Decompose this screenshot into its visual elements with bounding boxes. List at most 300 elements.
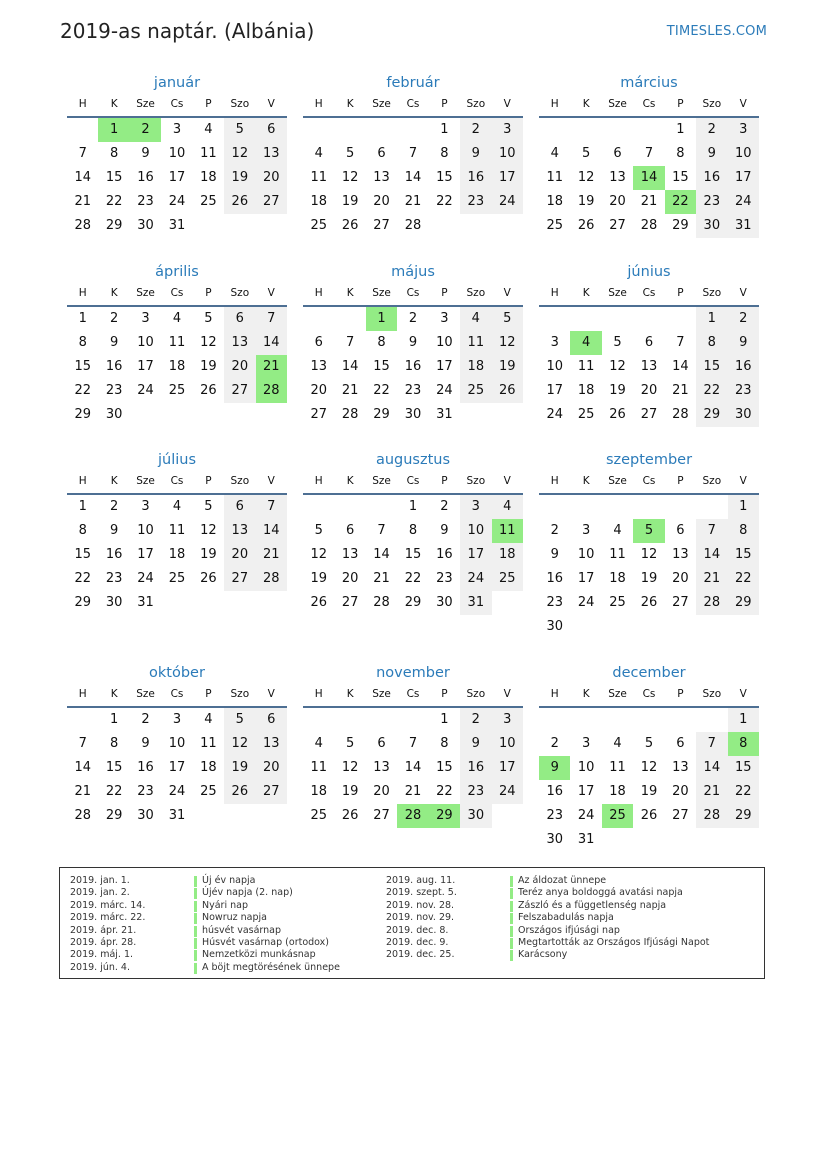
day-cell: 22 bbox=[74, 571, 91, 586]
day-cell: 1 bbox=[78, 499, 87, 514]
day-cell: 22 bbox=[105, 194, 123, 209]
day-cell: 18 bbox=[310, 194, 327, 209]
empty-day bbox=[570, 495, 601, 519]
weekday-label: H bbox=[314, 688, 323, 700]
weekday-label: H bbox=[314, 98, 323, 110]
empty-day bbox=[602, 495, 633, 519]
day-cell: 25 bbox=[492, 567, 523, 591]
day-cell: 28 bbox=[74, 808, 91, 823]
empty-day bbox=[303, 118, 334, 142]
day-cell: 3 bbox=[141, 499, 150, 514]
day-cell: 23 bbox=[105, 571, 123, 586]
legend-marker bbox=[510, 888, 513, 899]
weekday-label: Szo bbox=[702, 688, 722, 700]
day-cell: 10 bbox=[577, 760, 595, 775]
day-cell: 27 bbox=[373, 808, 390, 823]
legend-row bbox=[70, 900, 340, 912]
day-cell: 16 bbox=[404, 359, 422, 374]
day-cell: 12 bbox=[492, 331, 523, 355]
day-cell: 19 bbox=[310, 571, 327, 586]
weekday-label: P bbox=[441, 98, 448, 110]
day-cell: 8 bbox=[109, 736, 119, 751]
empty-day bbox=[366, 118, 397, 142]
legend-marker bbox=[194, 938, 197, 949]
weekday-label: K bbox=[346, 688, 354, 700]
legend-marker bbox=[510, 938, 513, 949]
day-cell: 29 bbox=[74, 407, 91, 422]
day-cell: 23 bbox=[137, 194, 154, 209]
weekday-label: K bbox=[110, 688, 118, 700]
day-cell: 12 bbox=[224, 142, 255, 166]
day-cell: 30 bbox=[137, 808, 154, 823]
day-cell: 25 bbox=[168, 571, 186, 586]
day-cell: 27 bbox=[256, 190, 287, 214]
day-cell: 17 bbox=[577, 571, 595, 586]
day-cell: 7 bbox=[256, 495, 287, 519]
weekday-header bbox=[539, 470, 759, 495]
day-cell: 26 bbox=[224, 190, 255, 214]
day-cell: 21 bbox=[404, 194, 422, 209]
day-cell: 5 bbox=[224, 118, 255, 142]
weekday-label: Cs bbox=[406, 688, 420, 700]
weekday-label: K bbox=[582, 475, 590, 487]
brand-link[interactable]: TIMESLES.COM bbox=[666, 24, 767, 39]
day-cell: 1 bbox=[408, 499, 418, 514]
day-cell: 20 bbox=[256, 756, 287, 780]
day-cell: 23 bbox=[728, 379, 759, 403]
day-cell: 25 bbox=[200, 784, 217, 799]
weekday-label: Cs bbox=[170, 287, 184, 299]
day-cell: 21 bbox=[341, 383, 359, 398]
day-cell: 19 bbox=[640, 571, 658, 586]
legend-name: Újév napja (2. nap) bbox=[202, 887, 293, 899]
day-cell: 23 bbox=[696, 190, 727, 214]
day-cell: 20 bbox=[224, 543, 255, 567]
weekday-label: Szo bbox=[466, 98, 486, 110]
empty-day bbox=[633, 495, 664, 519]
day-cell: 19 bbox=[609, 383, 626, 398]
day-cell: 3 bbox=[581, 736, 591, 751]
weekday-label: Szo bbox=[702, 287, 722, 299]
day-cell: 4 bbox=[492, 495, 523, 519]
day-cell: 2 bbox=[141, 712, 150, 727]
day-cell: 11 bbox=[310, 170, 327, 185]
day-cell: 16 bbox=[728, 355, 759, 379]
legend-date: 2019. jan. 1. bbox=[70, 875, 130, 886]
weekday-label: Szo bbox=[466, 688, 486, 700]
day-cell: 24 bbox=[137, 571, 154, 586]
legend-date: 2019. márc. 14. bbox=[70, 899, 146, 911]
legend-row bbox=[70, 962, 340, 974]
weekday-header bbox=[67, 93, 287, 118]
day-cell: 31 bbox=[577, 832, 595, 847]
day-cell: 27 bbox=[224, 379, 255, 403]
day-cell: 9 bbox=[460, 732, 491, 756]
day-cell: 7 bbox=[696, 519, 727, 543]
day-cell: 16 bbox=[460, 166, 491, 190]
weekday-label: P bbox=[205, 98, 212, 110]
day-cell: 7 bbox=[377, 523, 386, 538]
day-cell: 1 bbox=[440, 122, 449, 137]
day-cell: 4 bbox=[460, 307, 491, 331]
day-cell: 16 bbox=[105, 359, 123, 374]
day-cell: 15 bbox=[105, 170, 123, 185]
day-grid bbox=[539, 307, 759, 427]
legend-column-left bbox=[70, 875, 340, 974]
weekday-label: H bbox=[78, 287, 87, 299]
day-cell: 5 bbox=[345, 146, 355, 161]
empty-day bbox=[397, 118, 428, 142]
weekday-label: Sze bbox=[136, 475, 155, 487]
legend-date: 2019. dec. 8. bbox=[386, 924, 449, 936]
holiday-day: 9 bbox=[539, 756, 570, 780]
day-cell: 2 bbox=[460, 118, 491, 142]
day-cell: 14 bbox=[74, 760, 91, 775]
holiday-day: 29 bbox=[429, 804, 460, 828]
empty-day bbox=[539, 307, 570, 331]
weekday-label: P bbox=[205, 287, 212, 299]
weekday-header bbox=[67, 470, 287, 495]
day-cell: 28 bbox=[74, 218, 91, 233]
day-cell: 22 bbox=[728, 780, 759, 804]
day-cell: 6 bbox=[377, 146, 386, 161]
legend-row bbox=[70, 937, 340, 949]
day-cell: 19 bbox=[200, 359, 217, 374]
day-grid bbox=[303, 307, 523, 427]
day-cell: 17 bbox=[168, 760, 186, 775]
day-cell: 1 bbox=[696, 307, 727, 331]
day-cell: 27 bbox=[310, 407, 327, 422]
day-cell: 9 bbox=[696, 142, 727, 166]
day-cell: 24 bbox=[168, 784, 186, 799]
day-cell: 26 bbox=[640, 595, 658, 610]
day-cell: 15 bbox=[74, 547, 91, 562]
empty-day bbox=[633, 118, 664, 142]
empty-day bbox=[665, 708, 696, 732]
day-cell: 6 bbox=[613, 146, 622, 161]
weekday-label: H bbox=[78, 98, 87, 110]
month-block bbox=[539, 663, 759, 852]
day-cell: 5 bbox=[204, 499, 213, 514]
day-cell: 19 bbox=[224, 166, 255, 190]
day-cell: 10 bbox=[728, 142, 759, 166]
day-cell: 30 bbox=[105, 407, 123, 422]
day-cell: 21 bbox=[74, 784, 91, 799]
month-block bbox=[539, 73, 759, 238]
day-cell: 29 bbox=[74, 595, 91, 610]
month-name: november bbox=[376, 665, 450, 681]
legend-row bbox=[70, 912, 340, 924]
legend-date: 2019. dec. 9. bbox=[386, 936, 449, 948]
day-cell: 5 bbox=[314, 523, 323, 538]
weekday-label: P bbox=[677, 98, 684, 110]
legend-row bbox=[386, 900, 709, 912]
day-cell: 29 bbox=[373, 407, 390, 422]
day-cell: 27 bbox=[609, 218, 626, 233]
day-cell: 20 bbox=[341, 571, 359, 586]
weekday-label: Sze bbox=[608, 475, 627, 487]
day-cell: 8 bbox=[377, 335, 386, 350]
day-cell: 17 bbox=[436, 359, 453, 374]
day-cell: 24 bbox=[492, 190, 523, 214]
day-cell: 26 bbox=[341, 808, 359, 823]
weekday-label: K bbox=[110, 98, 118, 110]
weekday-label: Sze bbox=[136, 98, 155, 110]
day-cell: 11 bbox=[168, 523, 186, 538]
weekday-label: Sze bbox=[136, 688, 155, 700]
empty-day bbox=[570, 118, 601, 142]
empty-day bbox=[633, 307, 664, 331]
day-cell: 13 bbox=[609, 170, 626, 185]
weekday-label: V bbox=[739, 688, 747, 700]
day-cell: 1 bbox=[676, 122, 685, 137]
day-cell: 31 bbox=[728, 214, 759, 238]
day-cell: 30 bbox=[546, 619, 563, 634]
day-cell: 4 bbox=[172, 499, 182, 514]
day-cell: 28 bbox=[696, 804, 727, 828]
day-cell: 22 bbox=[404, 571, 422, 586]
day-cell: 11 bbox=[609, 547, 626, 562]
day-cell: 23 bbox=[546, 808, 563, 823]
day-cell: 13 bbox=[256, 142, 287, 166]
day-cell: 13 bbox=[310, 359, 327, 374]
day-cell: 3 bbox=[728, 118, 759, 142]
day-cell: 16 bbox=[137, 170, 154, 185]
day-cell: 3 bbox=[581, 523, 591, 538]
legend-marker bbox=[194, 950, 197, 961]
legend-marker bbox=[510, 950, 513, 961]
day-cell: 7 bbox=[78, 146, 87, 161]
day-cell: 5 bbox=[492, 307, 523, 331]
day-cell: 26 bbox=[200, 383, 217, 398]
day-cell: 18 bbox=[546, 194, 563, 209]
day-cell: 29 bbox=[404, 595, 422, 610]
day-cell: 19 bbox=[577, 194, 595, 209]
legend-name: Húsvét vasárnap (ortodox) bbox=[202, 936, 330, 948]
legend-name: Nowruz napja bbox=[202, 912, 267, 924]
legend-name: Nyári nap bbox=[202, 899, 248, 911]
day-cell: 9 bbox=[141, 736, 150, 751]
empty-day bbox=[633, 708, 664, 732]
empty-day bbox=[334, 118, 365, 142]
day-cell: 27 bbox=[256, 780, 287, 804]
weekday-label: P bbox=[677, 287, 684, 299]
day-cell: 26 bbox=[577, 218, 595, 233]
month-block bbox=[67, 262, 287, 427]
weekday-label: K bbox=[346, 98, 354, 110]
day-cell: 3 bbox=[440, 311, 449, 326]
day-cell: 25 bbox=[546, 218, 563, 233]
day-cell: 13 bbox=[672, 547, 689, 562]
day-cell: 11 bbox=[168, 335, 186, 350]
empty-day bbox=[696, 708, 727, 732]
day-cell: 9 bbox=[109, 523, 119, 538]
legend-name: Országos ifjúsági nap bbox=[518, 924, 620, 936]
holiday-day: 25 bbox=[602, 804, 633, 828]
weekday-label: K bbox=[110, 475, 118, 487]
day-cell: 9 bbox=[440, 523, 449, 538]
day-grid bbox=[67, 307, 287, 427]
day-cell: 9 bbox=[460, 142, 491, 166]
day-cell: 10 bbox=[436, 335, 453, 350]
day-cell: 2 bbox=[550, 736, 559, 751]
day-cell: 8 bbox=[696, 331, 727, 355]
weekday-label: Sze bbox=[372, 475, 391, 487]
empty-day bbox=[366, 495, 397, 519]
day-cell: 6 bbox=[676, 523, 685, 538]
day-cell: 18 bbox=[310, 784, 327, 799]
day-cell: 5 bbox=[644, 736, 654, 751]
day-cell: 9 bbox=[141, 146, 150, 161]
day-cell: 3 bbox=[172, 712, 182, 727]
month-block bbox=[67, 450, 287, 615]
day-cell: 23 bbox=[460, 780, 491, 804]
month-name: január bbox=[153, 75, 201, 91]
weekday-label: H bbox=[550, 688, 559, 700]
day-cell: 17 bbox=[492, 166, 523, 190]
day-cell: 14 bbox=[696, 756, 727, 780]
weekday-label: P bbox=[677, 688, 684, 700]
month-name: február bbox=[386, 75, 440, 91]
day-cell: 1 bbox=[728, 708, 759, 732]
day-cell: 19 bbox=[200, 547, 217, 562]
weekday-label: V bbox=[267, 287, 275, 299]
day-cell: 11 bbox=[460, 331, 491, 355]
day-cell: 15 bbox=[672, 170, 689, 185]
empty-day bbox=[303, 307, 334, 331]
day-cell: 26 bbox=[609, 407, 626, 422]
day-cell: 14 bbox=[672, 359, 689, 374]
weekday-label: V bbox=[739, 98, 747, 110]
weekday-label: Szo bbox=[230, 475, 250, 487]
legend-marker bbox=[510, 876, 513, 887]
month-name: március bbox=[620, 75, 678, 91]
day-cell: 6 bbox=[256, 118, 287, 142]
day-cell: 18 bbox=[200, 170, 217, 185]
day-cell: 13 bbox=[341, 547, 359, 562]
legend-marker bbox=[510, 926, 513, 937]
month-name: június bbox=[627, 264, 671, 280]
day-cell: 27 bbox=[341, 595, 359, 610]
weekday-label: V bbox=[503, 688, 511, 700]
day-cell: 30 bbox=[546, 832, 563, 847]
legend-column-right bbox=[386, 875, 709, 962]
day-cell: 15 bbox=[105, 760, 123, 775]
holiday-day: 21 bbox=[256, 355, 287, 379]
day-cell: 29 bbox=[728, 804, 759, 828]
day-cell: 4 bbox=[314, 146, 323, 161]
day-cell: 17 bbox=[492, 756, 523, 780]
day-cell: 22 bbox=[436, 194, 453, 209]
day-cell: 31 bbox=[436, 407, 453, 422]
empty-day bbox=[539, 118, 570, 142]
day-cell: 17 bbox=[137, 547, 154, 562]
day-cell: 31 bbox=[137, 595, 154, 610]
day-cell: 21 bbox=[696, 780, 727, 804]
day-cell: 13 bbox=[640, 359, 658, 374]
legend-marker bbox=[194, 876, 197, 887]
weekday-label: Cs bbox=[170, 475, 184, 487]
day-cell: 9 bbox=[550, 547, 559, 562]
legend-row bbox=[386, 937, 709, 949]
empty-day bbox=[334, 495, 365, 519]
day-cell: 15 bbox=[728, 543, 759, 567]
day-cell: 11 bbox=[310, 760, 327, 775]
month-block bbox=[303, 663, 523, 828]
day-cell: 13 bbox=[256, 732, 287, 756]
legend-marker bbox=[194, 888, 197, 899]
day-cell: 12 bbox=[200, 523, 217, 538]
day-cell: 16 bbox=[546, 571, 563, 586]
legend-date: 2019. nov. 29. bbox=[386, 912, 455, 924]
weekday-header bbox=[67, 282, 287, 307]
legend-row bbox=[386, 887, 709, 899]
day-cell: 8 bbox=[78, 335, 87, 350]
day-cell: 22 bbox=[105, 784, 123, 799]
day-cell: 11 bbox=[577, 359, 595, 374]
legend-marker bbox=[510, 913, 513, 924]
legend-date: 2019. aug. 11. bbox=[386, 875, 456, 886]
day-cell: 21 bbox=[672, 383, 689, 398]
day-cell: 22 bbox=[436, 784, 453, 799]
day-cell: 24 bbox=[546, 407, 563, 422]
legend-marker bbox=[510, 901, 513, 912]
day-cell: 19 bbox=[224, 756, 255, 780]
day-cell: 20 bbox=[640, 383, 658, 398]
legend-date: 2019. márc. 22. bbox=[70, 912, 146, 924]
day-cell: 2 bbox=[460, 708, 491, 732]
day-cell: 31 bbox=[168, 808, 186, 823]
legend-date: 2019. jan. 2. bbox=[70, 887, 130, 899]
day-cell: 3 bbox=[492, 708, 523, 732]
day-cell: 20 bbox=[256, 166, 287, 190]
weekday-label: Szo bbox=[466, 475, 486, 487]
day-cell: 28 bbox=[672, 407, 689, 422]
day-cell: 14 bbox=[341, 359, 359, 374]
day-cell: 29 bbox=[728, 591, 759, 615]
day-cell: 30 bbox=[105, 595, 123, 610]
day-cell: 14 bbox=[256, 331, 287, 355]
day-cell: 29 bbox=[696, 403, 727, 427]
weekday-label: Cs bbox=[642, 475, 656, 487]
day-cell: 24 bbox=[577, 595, 595, 610]
day-cell: 21 bbox=[373, 571, 390, 586]
day-cell: 3 bbox=[460, 495, 491, 519]
weekday-label: K bbox=[582, 98, 590, 110]
legend-date: 2019. ápr. 21. bbox=[70, 924, 137, 936]
day-cell: 15 bbox=[436, 760, 453, 775]
legend-name: Új év napja bbox=[202, 875, 256, 886]
day-cell: 4 bbox=[613, 523, 622, 538]
legend-name: Karácsony bbox=[518, 949, 568, 961]
day-cell: 10 bbox=[577, 547, 595, 562]
day-cell: 6 bbox=[644, 335, 654, 350]
day-grid bbox=[67, 118, 287, 238]
month-name: október bbox=[149, 665, 205, 681]
day-cell: 21 bbox=[696, 567, 727, 591]
day-cell: 17 bbox=[460, 543, 491, 567]
day-cell: 5 bbox=[204, 311, 213, 326]
day-cell: 26 bbox=[200, 571, 217, 586]
day-cell: 23 bbox=[436, 571, 453, 586]
day-cell: 21 bbox=[256, 543, 287, 567]
day-cell: 13 bbox=[672, 760, 689, 775]
day-cell: 20 bbox=[672, 571, 689, 586]
weekday-label: Cs bbox=[642, 688, 656, 700]
empty-day bbox=[539, 708, 570, 732]
day-cell: 24 bbox=[137, 383, 154, 398]
day-cell: 10 bbox=[546, 359, 563, 374]
